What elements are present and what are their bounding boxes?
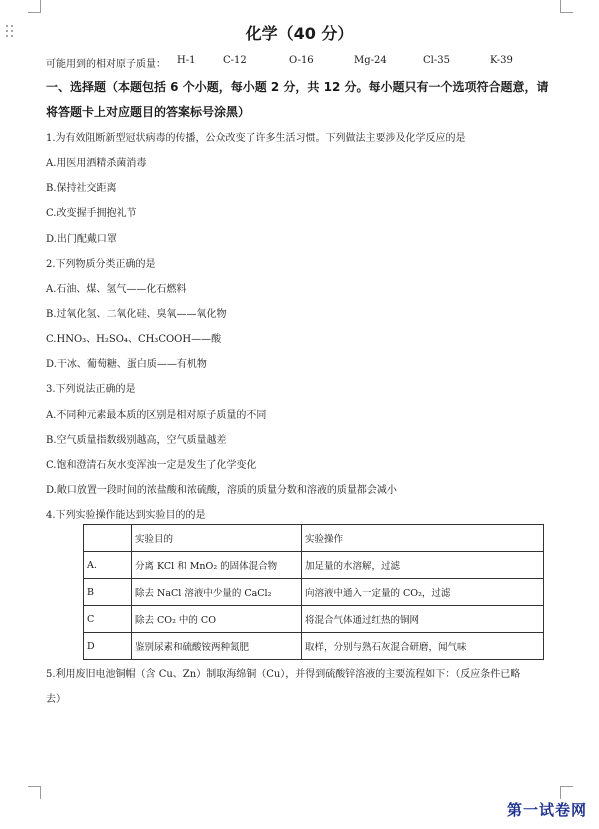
question-3-stem: 3.下列说法正确的是 (46, 384, 136, 395)
question-5-stem: 5.利用废旧电池铜帽（含 Cu、Zn）制取海绵铜（Cu），并得到硫酸锌溶液的主要流程如下：（反应条件已略 (46, 669, 521, 680)
question-4-table (83, 524, 544, 660)
atomic-mass-item: H-1 (177, 55, 196, 66)
question-1-stem: 1.为有效阻断新型冠状病毒的传播，公众改变了许多生活习惯。下列做法主要涉及化学反应的是 (46, 133, 466, 144)
question-3-option: A.不同种元素最本质的区别是相对原子质量的不同 (46, 410, 267, 421)
section-heading-continued: 将答题卡上对应题目的答案标号涂黑） (46, 105, 251, 119)
question-2-option: C.HNO₃、H₂SO₄、CH₃COOH——酸 (46, 334, 222, 345)
question-1-option: A.用医用酒精杀菌消毒 (46, 158, 147, 169)
purpose-cell: 分离 KCl 和 MnO₂ 的固体混合物 (132, 552, 302, 579)
question-4-stem: 4.下列实验操作能达到实验目的的是 (46, 510, 206, 521)
atomic-mass-item: Cl-35 (423, 55, 450, 66)
question-2-stem: 2.下列物质分类正确的是 (46, 259, 156, 270)
table-row (84, 606, 544, 633)
atomic-mass-item: C-12 (223, 55, 247, 66)
crop-mark-bottom-left (28, 786, 41, 799)
question-2-option: D.干冰、葡萄糖、蛋白质——有机物 (46, 359, 207, 370)
question-1-option: C.改变握手拥抱礼节 (46, 208, 137, 219)
question-1-option: B.保持社交距离 (46, 183, 117, 194)
atomic-mass-item: O-16 (289, 55, 314, 66)
table-header-cell: 实验操作 (302, 525, 544, 552)
question-3-option: C.饱和澄清石灰水变浑浊一定是发生了化学变化 (46, 460, 257, 471)
question-2-option: A.石油、煤、氢气——化石燃料 (46, 284, 187, 295)
operation-cell: 取样，分别与熟石灰混合研磨，闻气味 (302, 633, 544, 660)
table-row (84, 633, 544, 660)
question-1-option: D.出门配戴口罩 (46, 234, 117, 245)
option-label-cell: B (84, 579, 132, 606)
option-label-cell: C (84, 606, 132, 633)
table-header-cell: 实验目的 (132, 525, 302, 552)
table-header-row (84, 525, 544, 552)
operation-cell: 将混合气体通过红热的铜网 (302, 606, 544, 633)
atomic-mass-item: K-39 (490, 55, 513, 66)
crop-mark-top-left (28, 0, 41, 13)
section-heading: 一、选择题（本题包括 6 个小题，每小题 2 分，共 12 分。每小题只有一个选项符合题意，请 (46, 80, 549, 94)
crop-mark-top-right (560, 0, 573, 13)
option-label-cell: D (84, 633, 132, 660)
question-5-stem-continued: 去） (46, 694, 66, 705)
atomic-masses-label: 可能用到的相对原子质量： (46, 59, 166, 70)
table-row (84, 579, 544, 606)
question-3-option: D.敞口放置一段时间的浓盐酸和浓硫酸，溶质的质量分数和溶液的质量都会减小 (46, 485, 397, 496)
crop-mark-bottom-right (560, 786, 573, 799)
table-header-cell (84, 525, 132, 552)
purpose-cell: 除去 NaCl 溶液中少量的 CaCl₂ (132, 579, 302, 606)
table-row (84, 552, 544, 579)
question-3-option: B.空气质量指数级别越高，空气质量越差 (46, 435, 227, 446)
option-label-cell: A. (84, 552, 132, 579)
watermark-logo: 第一试卷网 (506, 801, 587, 819)
operation-cell: 向溶液中通入一定量的 CO₂，过滤 (302, 579, 544, 606)
page-title: 化学（40 分） (245, 24, 354, 43)
operation-cell: 加足量的水溶解，过滤 (302, 552, 544, 579)
question-2-option: B.过氧化氢、二氧化硅、臭氧——氧化物 (46, 309, 227, 320)
purpose-cell: 鉴别尿素和硫酸铵两种氮肥 (132, 633, 302, 660)
purpose-cell: 除去 CO₂ 中的 CO (132, 606, 302, 633)
atomic-mass-item: Mg-24 (354, 55, 387, 66)
